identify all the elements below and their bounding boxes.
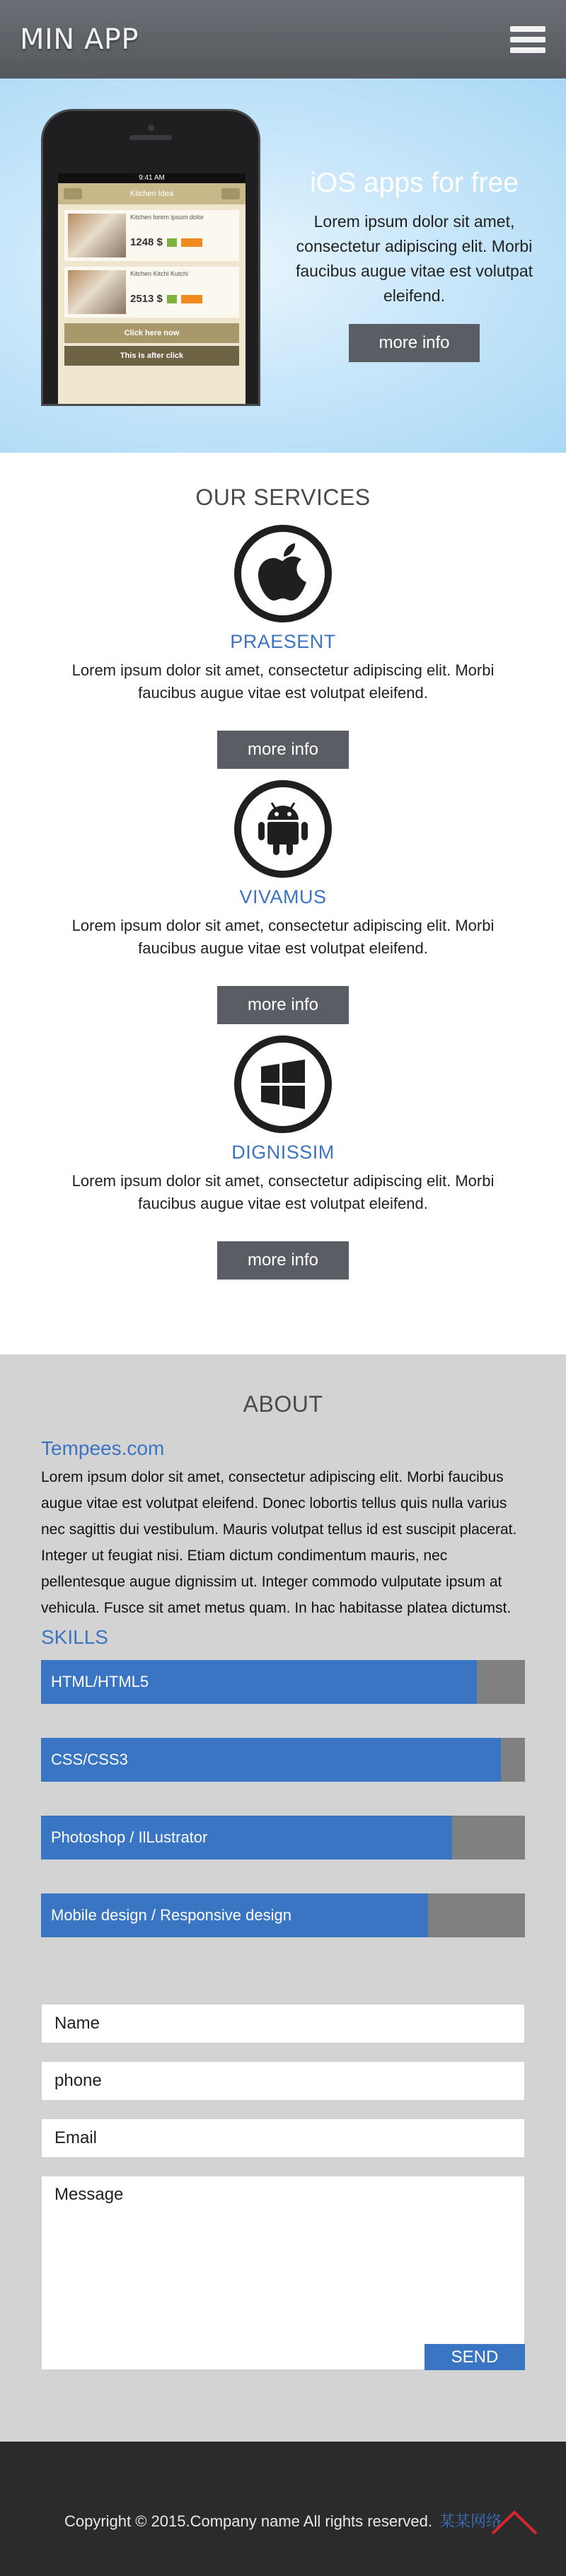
site-logo[interactable]: MIN APP (20, 23, 139, 56)
phone-list-item (64, 210, 239, 261)
email-input[interactable] (41, 2118, 525, 2158)
phone-menu-icon (64, 188, 82, 199)
menu-bar (510, 37, 545, 42)
android-glyph (255, 799, 311, 859)
windows-icon (234, 1035, 332, 1133)
skill-bar (41, 1660, 525, 1704)
copyright-text: Copyright © 2015.Company name All rights reserved. (64, 2512, 432, 2530)
service-more-info-button[interactable]: more info (217, 1241, 349, 1280)
phone-item-title: Kitchen lorem ipsum dolor (130, 214, 204, 221)
phone-item-icon (181, 295, 202, 303)
name-input[interactable] (41, 2004, 525, 2043)
site-footer (0, 2442, 566, 2576)
menu-bar (510, 26, 545, 32)
skill-bar (41, 1893, 525, 1937)
skill-label: HTML/HTML5 (51, 1673, 149, 1690)
about-description: Lorem ipsum dolor sit amet, consectetur adipiscing elit. Morbi faucibus augue vitae est volutpat eleifend. Donec lobortis tellus quis nulla varius nec sagittis dui vestibulum. Mauris volutpat tellus id est suscipit placerat. Integer ut feugiat nisi. Etiam dictum condimentum mauris, nec pellentesque augue dignissim ut. Integer commodo vulputate ipsum at vehicula. Fusce sit amet metus quam. In hac habitasse platea dictumst. (41, 1469, 517, 1616)
kitchen-thumbnail (68, 270, 126, 314)
message-textarea[interactable] (41, 2176, 525, 2370)
phone-item-title: Kitchen Kitchi Kutchi (130, 270, 189, 277)
android-icon (234, 780, 332, 878)
skills-title: SKILLS (41, 1626, 108, 1648)
chevron-up-glyph (490, 2508, 539, 2536)
menu-bar (510, 47, 545, 53)
skill-label: CSS/CSS3 (51, 1751, 128, 1768)
service-item (0, 1035, 566, 1280)
phone-mockup-image (41, 109, 260, 406)
service-description: Lorem ipsum dolor sit amet, consectetur adipiscing elit. Morbi faucibus augue vitae est volutpat eleifend. (71, 661, 495, 702)
windows-glyph (258, 1060, 308, 1109)
service-more-info-button[interactable]: more info (217, 986, 349, 1024)
service-more-info-button[interactable]: more info (217, 731, 349, 769)
message-wrapper (41, 2176, 525, 2370)
phone-item-price: 2513 $ (130, 293, 163, 305)
phone-item-price: 1248 $ (130, 236, 163, 248)
phone-item-icon (167, 295, 177, 303)
hero-more-info-button[interactable]: more info (349, 324, 480, 362)
phone-list-item (64, 267, 239, 318)
phone-screen (58, 173, 246, 406)
service-name: DIGNISSIM (231, 1142, 335, 1163)
send-button[interactable]: SEND (424, 2344, 525, 2370)
skill-label: Mobile design / Responsive design (51, 1906, 291, 1924)
hero-title: iOS apps for free (310, 168, 519, 198)
hamburger-menu-icon[interactable] (508, 23, 548, 56)
phone-status-bar: 9:41 AM (58, 173, 246, 183)
hero-description: Lorem ipsum dolor sit amet, consectetur adipiscing elit. Morbi faucibus augue vitae est volutpat eleifend. (296, 212, 533, 305)
services-section (0, 453, 566, 1354)
chevron-up-icon[interactable] (490, 2508, 539, 2536)
service-item (0, 525, 566, 769)
phone-speaker (129, 135, 172, 140)
phone-item-icon (167, 238, 177, 247)
service-name: PRAESENT (230, 631, 336, 652)
phone-camera (148, 124, 154, 131)
service-description: Lorem ipsum dolor sit amet, consectetur adipiscing elit. Morbi faucibus augue vitae est volutpat eleifend. (71, 1172, 495, 1212)
service-name: VIVAMUS (239, 886, 327, 907)
hero-text (296, 167, 533, 362)
phone-search-icon (221, 188, 240, 199)
contact-form (41, 2004, 525, 2370)
apple-icon (234, 525, 332, 622)
watermark-link[interactable]: 某某网络 (439, 2513, 502, 2531)
footer-text (0, 2510, 566, 2531)
phone-item-icon (181, 238, 202, 247)
service-description: Lorem ipsum dolor sit amet, consectetur adipiscing elit. Morbi faucibus augue vitae est volutpat eleifend. (71, 917, 495, 957)
about-site-name[interactable]: Tempees.com (41, 1437, 165, 1459)
services-title: OUR SERVICES (195, 485, 371, 510)
phone-button: This is after click (64, 346, 239, 366)
skill-label: Photoshop / IlLustrator (51, 1828, 208, 1846)
phone-app-bar (58, 183, 246, 204)
service-item (0, 780, 566, 1024)
about-section (0, 1354, 566, 2442)
site-header (0, 0, 566, 79)
phone-input[interactable] (41, 2061, 525, 2101)
about-title: ABOUT (243, 1391, 323, 1417)
skill-bar (41, 1816, 525, 1860)
skill-bar (41, 1738, 525, 1782)
phone-app-title: Kitchen Idea (129, 190, 174, 198)
hero-banner (0, 79, 566, 453)
kitchen-thumbnail (68, 214, 126, 257)
phone-button: Click here now (64, 323, 239, 343)
apple-glyph (254, 541, 312, 606)
